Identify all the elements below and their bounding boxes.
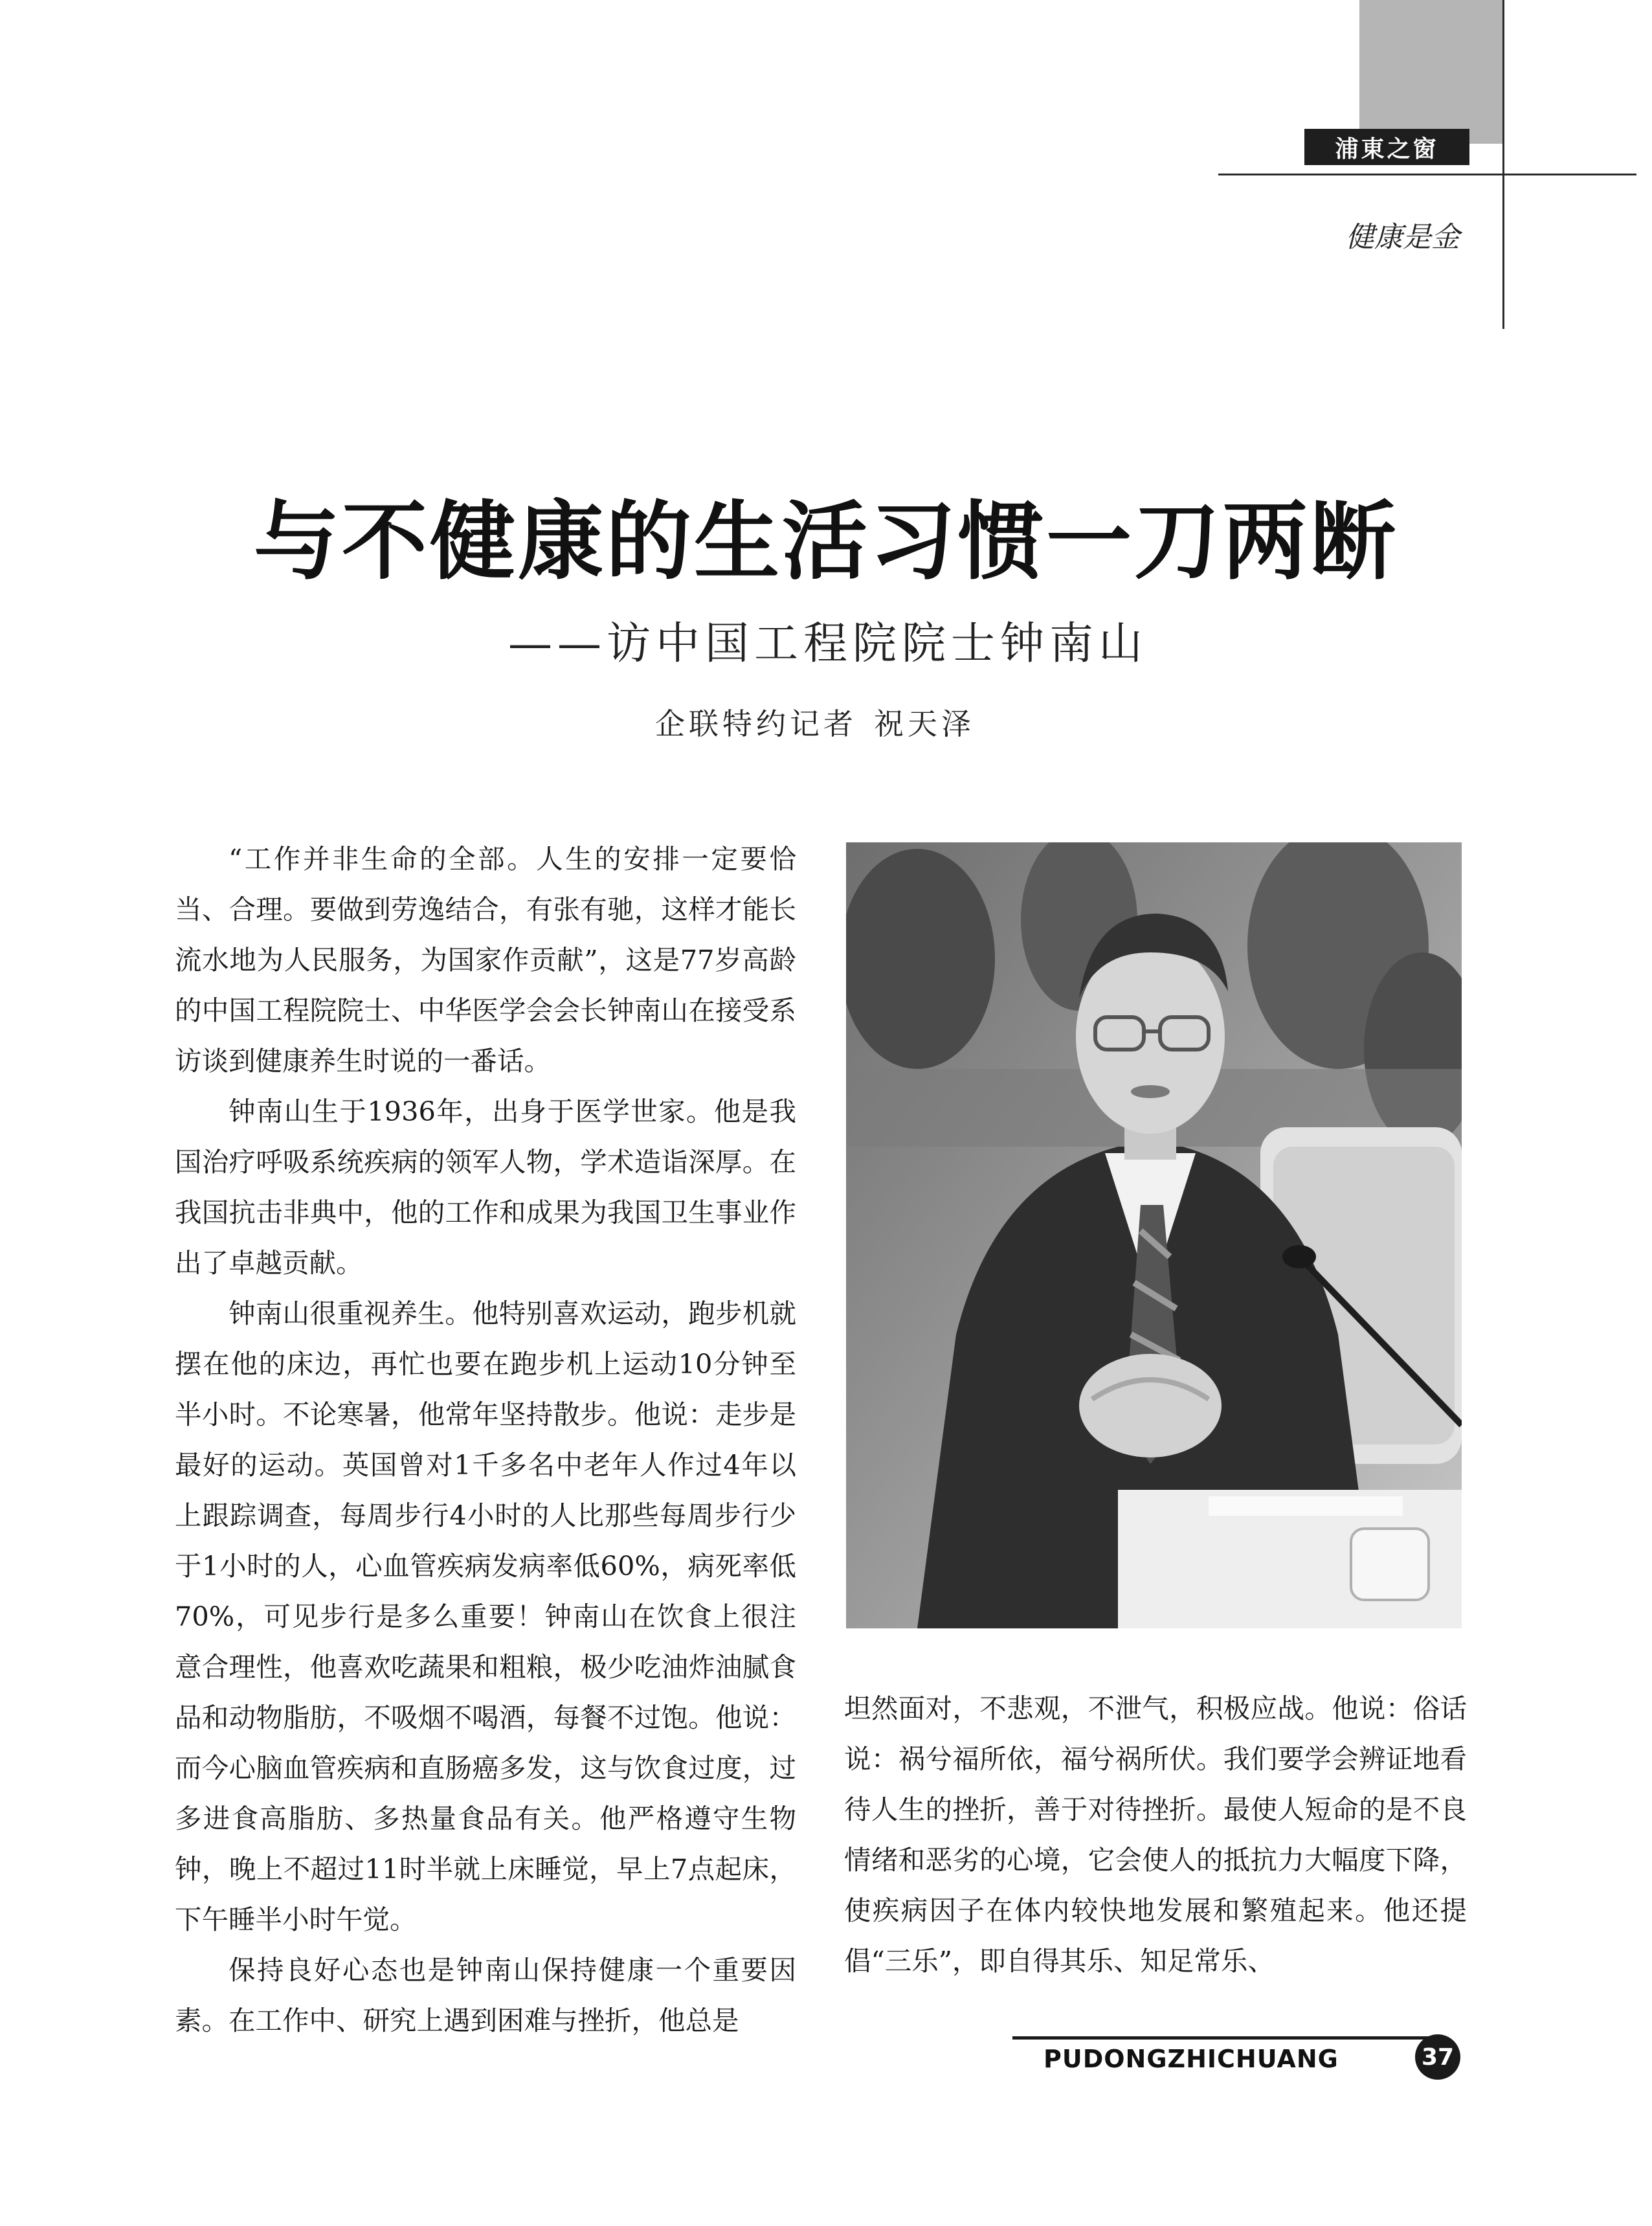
paragraph: 钟南山生于1936年，出身于医学世家。他是我国治疗呼吸系统疾病的领军人物，学术造诣深厚。在我国抗击非典中，他的工作和成果为我国卫生事业作出了卓越贡献。 [175, 1096, 796, 1279]
header-vertical-rule [1502, 0, 1504, 329]
article-subtitle: ——访中国工程院院士钟南山 [508, 618, 1148, 669]
footer-rule [1012, 2036, 1433, 2040]
header-horizontal-rule [1218, 174, 1636, 175]
portrait-photo-illustration [846, 842, 1462, 1628]
page-number: 37 [1415, 2034, 1460, 2080]
paragraph: 坦然面对，不悲观，不泄气，积极应战。他说：俗话说：祸兮福所依，福兮祸所伏。我们要学会辨证地看待人生的挫折，善于对待挫折。最使人短命的是不良情绪和恶劣的心境，它会使人的抵抗力大幅度下降，使疾病因子在体内较快地发展和繁殖起来。他还提倡“三乐”，即自得其乐、知足常乐、 [844, 1692, 1467, 1977]
header-gray-block [1359, 0, 1504, 144]
magazine-name: PUDONGZHICHUANG [1044, 2045, 1339, 2073]
article-byline [655, 701, 975, 743]
paragraph: 钟南山很重视养生。他特别喜欢运动，跑步机就摆在他的床边，再忙也要在跑步机上运动10分钟至半小时。不论寒暑，他常年坚持散步。他说：走步是最好的运动。英国曾对1千多名中老年人作过4年以上跟踪调查，每周步行4小时的人比那些每周步行少于1小时的人，心血管疾病发病率低60%，病死率低70%，可见步行是多么重要！钟南山在饮食上很注意合理性，他喜欢吃蔬果和粗粮，极少吃油炸油腻食品和动物脂肪，不吸烟不喝酒，每餐不过饱。他说：而今心脑血管疾病和直肠癌多发，这与饮食过度，过多进食高脂肪、多热量食品有关。他严格遵守生物钟，晚上不超过11时半就上床睡觉，早上7点起床，下午睡半小时午觉。 [175, 1298, 796, 1935]
paragraph: 保持良好心态也是钟南山保持健康一个重要因素。在工作中、研究上遇到困难与挫折，他总是 [175, 1954, 796, 2036]
byline-name: 祝天泽 [874, 706, 975, 741]
portrait-photo [846, 842, 1462, 1628]
column-name: 健康是金 [1346, 221, 1460, 254]
article-column-right [844, 1683, 1467, 1986]
article-column-left [175, 834, 796, 2046]
paragraph: “工作并非生命的全部。人生的安排一定要恰当、合理。要做到劳逸结合，有张有驰，这样才能长流水地为人民服务，为国家作贡献”，这是77岁高龄的中国工程院院士、中华医学会会长钟南山在接受系访谈到健康养生时说的一番话。 [175, 843, 796, 1077]
byline-role: 企联特约记者 [655, 706, 857, 741]
section-tag: 浦東之窗 [1304, 129, 1469, 165]
article-title: 与不健康的生活习惯一刀两断 [254, 492, 1398, 592]
